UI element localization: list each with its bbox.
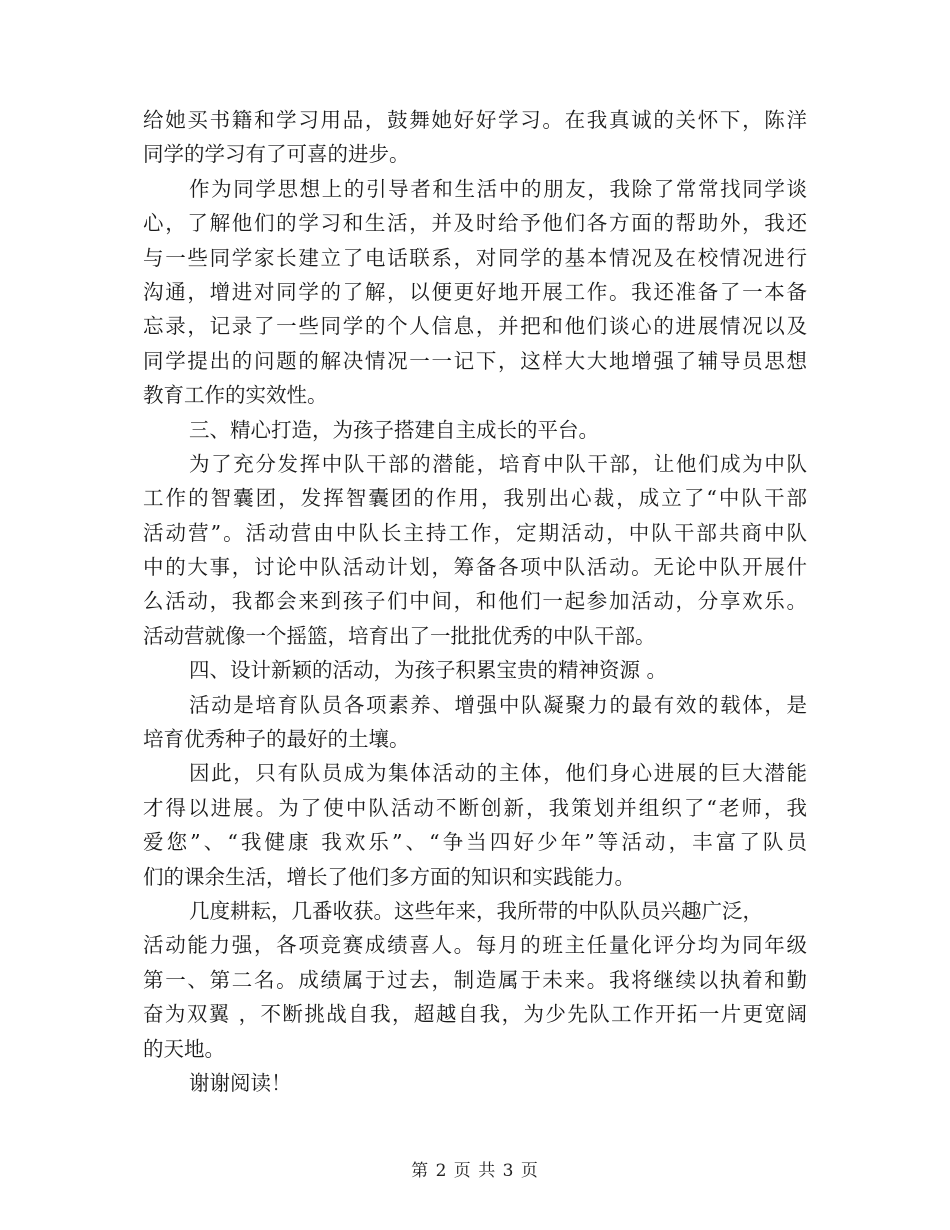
text-line: 爱您”、“我健康 我欢乐”、“争当四好少年”等活动，丰富了队员 <box>143 830 807 855</box>
text-line: 给她买书籍和学习用品，鼓舞她好好学习。在我真诚的关怀下，陈洋 <box>143 108 807 132</box>
text-line: 奋为双翼 ，不断挑战自我，超越自我，为少先队工作开拓一片更宽阔 <box>143 1002 807 1027</box>
text-line: 的天地。 <box>143 1036 225 1061</box>
text-line: 第一、第二名。成绩属于过去，制造属于未来。我将继续以执着和勤 <box>143 967 807 992</box>
text-line: 们的课余生活，增长了他们多方面的知识和实践能力。 <box>143 864 635 889</box>
text-line: 心，了解他们的学习和生活，并及时给予他们各方面的帮助外，我还 <box>143 211 807 236</box>
text-line: 工作的智囊团，发挥智囊团的作用，我别出心裁，成立了“中队干部 <box>143 486 807 511</box>
text-line: 四、设计新颖的活动，为孩子积累宝贵的精神资源 。 <box>189 658 668 683</box>
text-line: 为了充分发挥中队干部的潜能，培育中队干部，让他们成为中队 <box>189 451 807 476</box>
text-line: 作为同学思想上的引导者和生活中的朋友，我除了常常找同学谈 <box>189 176 807 201</box>
text-line: 谢谢阅读！ <box>189 1070 292 1095</box>
text-line: 活动营就像一个摇篮，培育出了一批批优秀的中队干部。 <box>143 623 656 648</box>
text-line: 同学的学习有了可喜的进步。 <box>143 142 410 167</box>
text-line: 因此，只有队员成为集体活动的主体，他们身心进展的巨大潜能 <box>189 761 807 786</box>
text-line: 培育优秀种子的最好的土壤。 <box>143 727 410 752</box>
text-line: 活动是培育队员各项素养、增强中队凝聚力的最有效的载体，是 <box>189 692 807 717</box>
text-line: 活动能力强，各项竞赛成绩喜人。每月的班主任量化评分均为同年级 <box>143 933 807 958</box>
page-number-footer: 第 2 页 共 3 页 <box>411 1161 539 1181</box>
text-line: 忘录，记录了一些同学的个人信息，并把和他们谈心的进展情况以及 <box>143 314 807 339</box>
text-line: 才得以进展。为了使中队活动不断创新，我策划并组织了“老师，我 <box>143 795 807 820</box>
document-body <box>143 103 807 1100</box>
text-line: 活动营”。活动营由中队长主持工作，定期活动，中队干部共商中队 <box>143 520 807 545</box>
text-line: 同学提出的问题的解决情况一一记下，这样大大地增强了辅导员思想 <box>143 348 807 373</box>
text-line: 沟通，增进对同学的了解，以便更好地开展工作。我还准备了一本备 <box>143 279 807 304</box>
text-line: 教育工作的实效性。 <box>143 383 328 408</box>
text-line: 几度耕耘，几番收获。这些年来，我所带的中队队员兴趣广泛， <box>189 898 763 923</box>
text-line: 三、精心打造，为孩子搭建自主成长的平台。 <box>189 417 599 442</box>
text-line: 么活动，我都会来到孩子们中间，和他们一起参加活动，分享欢乐。 <box>143 589 807 614</box>
text-line: 中的大事，讨论中队活动计划，筹备各项中队活动。无论中队开展什 <box>143 555 807 580</box>
text-line: 与一些同学家长建立了电话联系，对同学的基本情况及在校情况进行 <box>143 245 807 270</box>
